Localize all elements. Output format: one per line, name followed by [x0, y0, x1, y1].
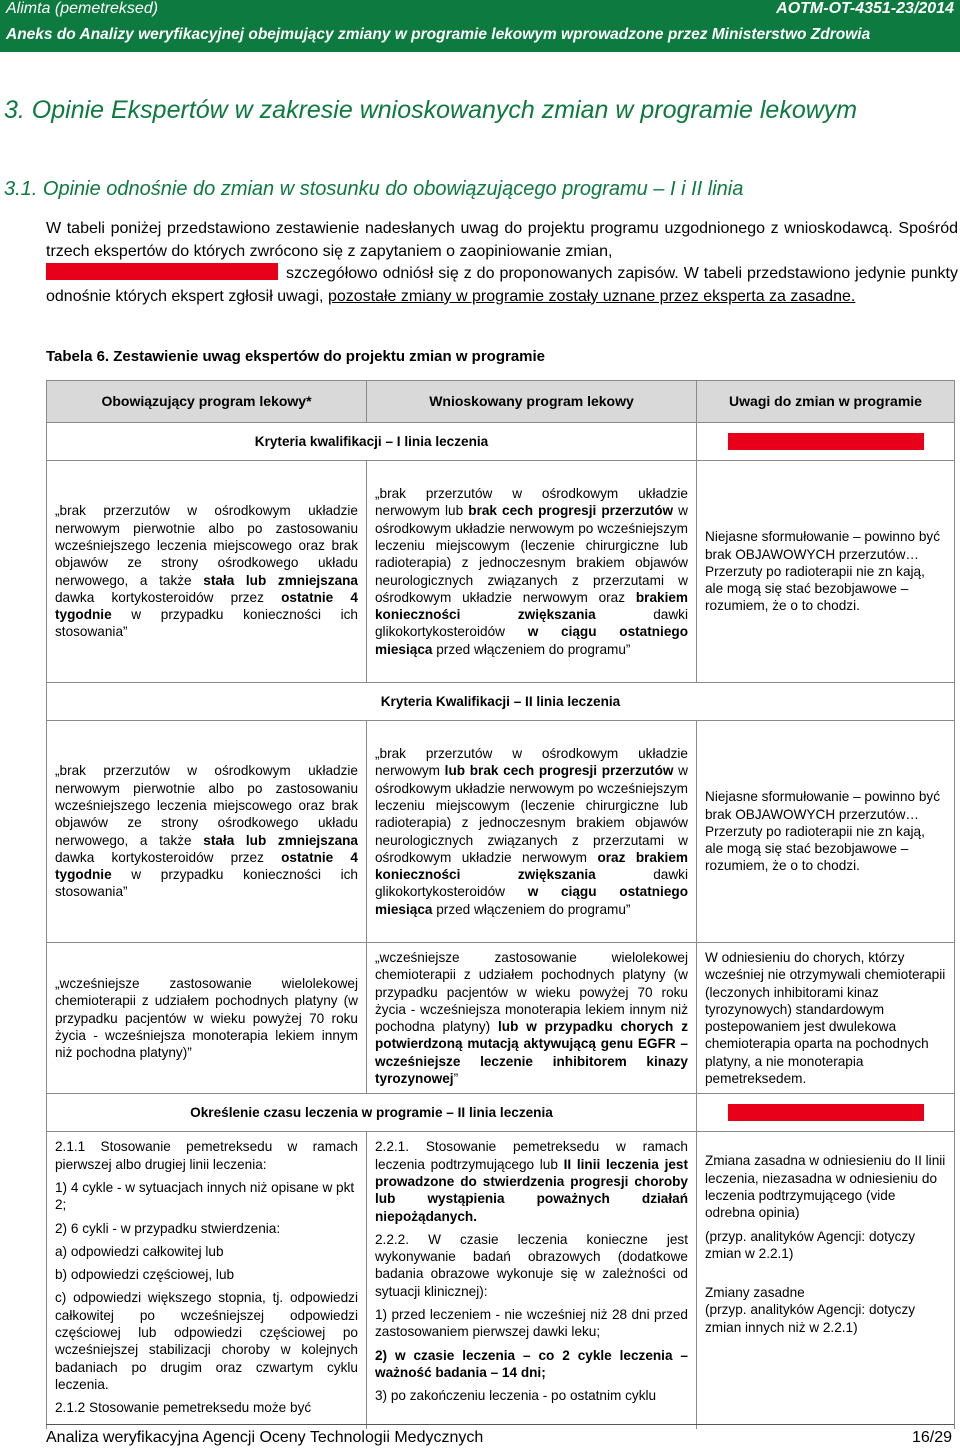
cell-proposed: „brak przerzutów w ośrodkowym układzie nerwowym lub brak cech progresji przerzutów w ośrodkowym układzie nerwowym po wcześniejszym leczeniu miejscowym (leczenie chirurgiczne lub radioterapia) z jednoczesnym brakiem objawów neurologicznych związanych z przerzutami w ośrodkowym układzie nerwowym oraz brakiem konieczności zwiększania dawki glikokortykosteroidów w ciągu ostatniego miesiąca przed włączeniem do programu” — [367, 461, 697, 683]
redaction-bar — [728, 1104, 924, 1121]
section-row — [47, 683, 955, 721]
footer-agency: Analiza weryfikacyjna Agencji Oceny Technologii Medycznych — [46, 1429, 484, 1446]
table-row — [47, 1132, 955, 1429]
redacted-cell — [697, 1094, 955, 1132]
cell-remarks: Niejasne sformułowanie – powinno być brak OBJAWOWYCH przerzutów… Przerzuty po radioterapii nie zn kają, ale mogą się stać bezobjawowe – rozumiem, że o to chodzi. — [697, 461, 955, 683]
header-reference: AOTM-OT-4351-23/2014 — [776, 0, 954, 17]
section-row — [47, 1094, 955, 1132]
redaction-bar — [728, 433, 924, 450]
header-subtitle: Aneks do Analizy weryfikacyjnej obejmujący zmiany w programie lekowym wprowadzone przez Ministerstwo Zdrowia — [6, 26, 871, 43]
page-number: 16/29 — [911, 1429, 952, 1446]
cell-current: „brak przerzutów w ośrodkowym układzie nerwowym pierwotnie albo po zastosowaniu wcześniejszego leczenia miejscowego oraz brak objawów ze strony ośrodkowego układu nerwowego, a także stała lub zmniejszana dawka kortykosteroidów przez ostatnie 4 tygodnie w przypadku konieczności ich stosowania” — [47, 461, 367, 683]
page-header — [0, 0, 960, 52]
cell-proposed: „wcześniejsze zastosowanie wielolekowej chemioterapii z udziałem pochodnych platyny (w przypadku pacjentów w wieku powyżej 70 roku życia - wcześniejsza monoterapia lekiem innym niż pochodna platyny) lub w przypadku chorych z potwierdzoną mutacją aktywującą genu EGFR – wcześniejsze leczenie inhibitorem kinazy tyrozynowej” — [367, 943, 697, 1094]
cell-remarks: Zmiana zasadna w odniesieniu do II linii leczenia, niezasadna w odniesieniu do leczenia podtrzymującego (vide odrebna opinia) (przyp. analityków Agencji: dotyczy zmian w 2.2.1) Zmiany zasadne (przyp. analityków Agencji: dotyczy zmian innych niż w 2.2.1) — [697, 1132, 955, 1429]
cell-current: 2.1.1 Stosowanie pemetreksedu w ramach pierwszej albo drugiej linii leczenia: 1) 4 cykle - w sytuacjach innych niż opisane w pkt 2; 2) 6 cykli - w przypadku stwierdzenia: a) odpowiedzi całkowitej lub b) odpowiedzi częściowej, lub c) odpowiedzi większego stopnia, tj. odpowiedzi całkowitej po wcześniejszej odpowiedzi częściowej lub odpowiedzi częściowej po wcześniejszej stabilizacji choroby w kolejnych badaniach po drugim oraz czwartym cyklu leczenia. 2.1.2 Stosowanie pemetreksedu może być — [47, 1132, 367, 1429]
section-row — [47, 423, 955, 461]
table-caption: Tabela 6. Zestawienie uwag ekspertów do projektu zmian w programie — [46, 348, 546, 365]
section-title-1: Kryteria kwalifikacji – I linia leczenia — [47, 423, 697, 461]
cell-current: „brak przerzutów w ośrodkowym układzie nerwowym pierwotnie albo po zastosowaniu wcześniejszego leczenia miejscowego oraz brak objawów ze strony ośrodkowego układu nerwowego, a także stała lub zmniejszana dawka kortykosteroidów przez ostatnie 4 tygodnie w przypadku konieczności ich stosowania” — [47, 721, 367, 943]
table-row — [47, 943, 955, 1094]
intro-paragraph — [46, 218, 958, 308]
redacted-cell — [697, 423, 955, 461]
col-header-remarks: Uwagi do zmian w programie — [697, 381, 955, 423]
comparison-table — [46, 380, 955, 1429]
cell-current: „wcześniejsze zastosowanie wielolekowej chemioterapii z udziałem pochodnych platyny (w przypadku pacjentów w wieku powyżej 70 roku życia - wcześniejsza monoterapia lekiem innym niż pochodna platyny)” — [47, 943, 367, 1094]
table-row — [47, 721, 955, 943]
section-heading: 3. Opinie Ekspertów w zakresie wnioskowanych zmian w programie lekowym — [4, 96, 858, 124]
col-header-current: Obowiązujący program lekowy* — [47, 381, 367, 423]
table-header-row — [47, 381, 955, 423]
intro-text-1: W tabeli poniżej przedstawiono zestawienie nadesłanych uwag do projektu programu uzgodnionego z wnioskodawcą. Spośród trzech ekspertów do których zwrócono się z zapytaniem o zaopiniowanie zmian, — [46, 220, 958, 260]
redaction-bar — [46, 263, 278, 280]
cell-proposed: „brak przerzutów w ośrodkowym układzie nerwowym lub brak cech progresji przerzutów w ośrodkowym układzie nerwowym po wcześniejszym leczeniu miejscowym (leczenie chirurgiczne lub radioterapia) z jednoczesnym brakiem objawów neurologicznych związanych z przerzutami w ośrodkowym układzie nerwowym oraz brakiem konieczności zwiększania dawki glikokortykosteroidów w ciągu ostatniego miesiąca przed włączeniem do programu” — [367, 721, 697, 943]
cell-remarks: W odniesieniu do chorych, którzy wcześniej nie otrzymywali chemioterapii (leczonych inhibitorami kinaz tyrozynowych) standardowym postepowaniem jest dwulekowa chemioterapia oparta na pochodnych platyny, a nie monoterapia pemetreksedem. — [697, 943, 955, 1094]
section-title-3: Określenie czasu leczenia w programie – II linia leczenia — [47, 1094, 697, 1132]
page-footer — [46, 1424, 954, 1447]
section-title-2: Kryteria Kwalifikacji – II linia leczenia — [47, 683, 955, 721]
table-row — [47, 461, 955, 683]
cell-remarks: Niejasne sformułowanie – powinno być brak OBJAWOWYCH przerzutów… Przerzuty po radioterapii nie zn kają, ale mogą się stać bezobjawowe – rozumiem, że o to chodzi. — [697, 721, 955, 943]
intro-text-2: szczegółowo odniósł się z do proponowanych zapisów. W tabeli przedstawiono jedynie punkty odnośnie których ekspert zgłosił uwagi, — [46, 265, 958, 305]
subsection-heading: 3.1. Opinie odnośnie do zmian w stosunku do obowiązującego programu – I i II linia — [4, 178, 744, 200]
intro-underlined: pozostałe zmiany w programie zostały uznane przez eksperta za zasadne. — [327, 287, 856, 305]
cell-proposed: 2.2.1. Stosowanie pemetreksedu w ramach leczenia podtrzymującego lub II linii leczenia jest prowadzone do stwierdzenia progresji choroby lub wystąpienia poważnych działań niepożądanych. 2.2.2. W czasie leczenia konieczne jest wykonywanie badań obrazowych (dodatkowe badania obrazowe wykonuje się w zależności od sytuacji klinicznej): 1) przed leczeniem - nie wcześniej niż 28 dni przed zastosowaniem pierwszej dawki leku; 2) w czasie leczenia – co 2 cykle leczenia – ważność badania – 14 dni; 3) po zakończeniu leczenia - po ostatnim cyklu — [367, 1132, 697, 1429]
col-header-proposed: Wnioskowany program lekowy — [367, 381, 697, 423]
header-product: Alimta (pemetreksed) — [6, 0, 159, 17]
